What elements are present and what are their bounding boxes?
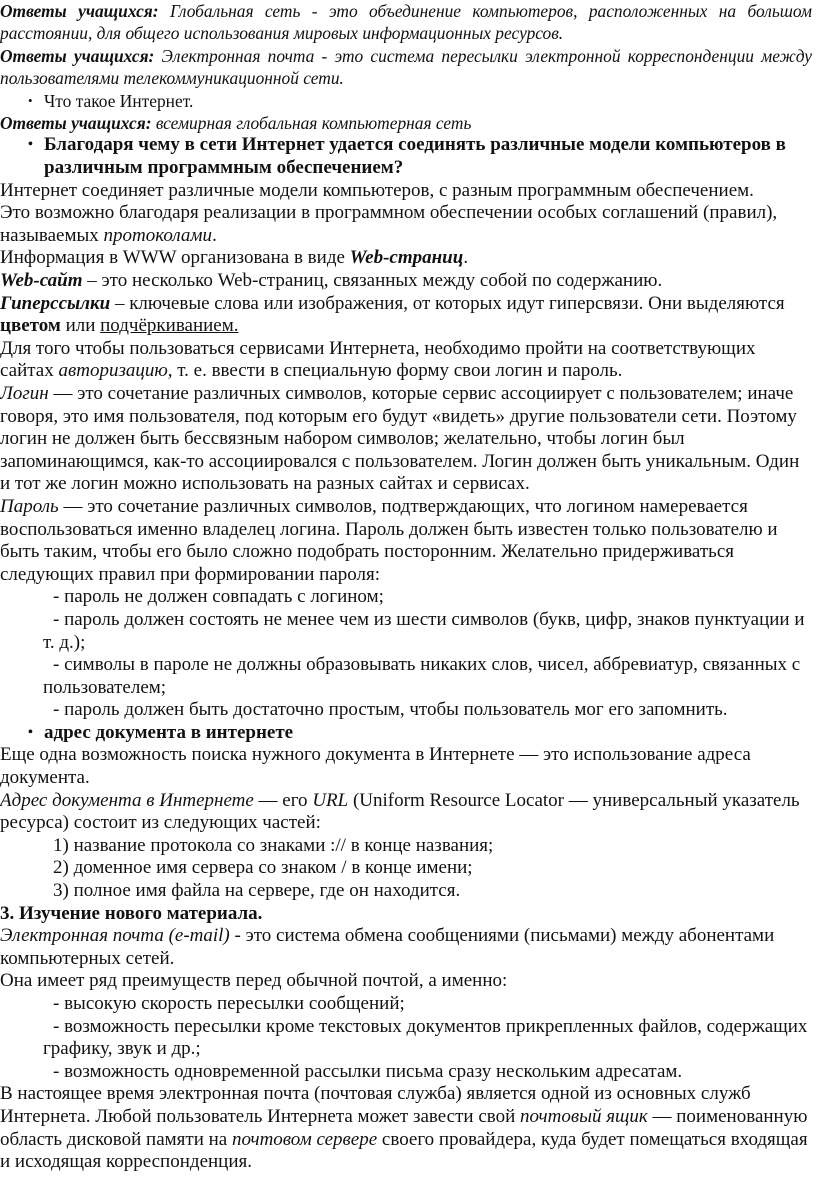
url-part: 2) доменное имя сервера со знаком / в конце имени; <box>53 857 473 879</box>
term-underline: подчёркиванием. <box>100 315 239 337</box>
bullet-text: Благодаря чему в сети Интернет удается соединять различные модели компьютеров в различным программным обеспечением? <box>44 134 786 179</box>
student-answer-email <box>0 45 812 90</box>
text-span: — его <box>253 789 313 811</box>
paragraph-password <box>0 496 812 586</box>
term-hyperlinks: Гиперссылки <box>0 292 111 314</box>
paragraph-email-advantages: Она имеет ряд преимуществ перед обычной почтой, а именно: <box>0 970 508 992</box>
paragraph-www-pages <box>0 247 812 270</box>
paragraph-login <box>0 383 812 496</box>
text-span: Информация в WWW организована в виде <box>0 247 350 269</box>
term-login: Логин <box>0 382 49 404</box>
text-span: или <box>60 315 101 337</box>
text-span: — поименованную область дисковой памяти на <box>0 1105 808 1150</box>
answer-text: всемирная глобальная компьютерная сеть <box>151 113 472 134</box>
paragraph-authorization <box>0 338 812 383</box>
text-span: – это несколько Web-страниц, связанных между собой по содержанию. <box>82 270 663 291</box>
text-span: — это сочетание различных символов, которые сервис ассоциирует с пользователем; иначе говоря, это имя пользователя, под которым его будут «видеть» другие пользователи сети. Поэтому логин не должен быть бессвязным набором символов; желательно, чтобы логин был запоминающимся, как-то ассоциировался с пользователем. Логин должен быть уникальным. Один и тот же логин можно использовать на разных сайтах и сервисах. <box>0 382 800 495</box>
text-span: — это сочетание различных символов, подтверждающих, что логином намеревается воспользоваться именно владелец логина. Пароль должен быть известен только пользователю и быть таким, чтобы его было сложно подобрать посторонним. Желательно придерживаться следующих правил при формировании пароля: <box>0 495 778 585</box>
bullet-what-is-internet <box>0 90 812 112</box>
text-span: своего провайдера, куда будет помещаться входящая и исходящая корреспонденция. <box>0 1128 808 1173</box>
paragraph-url <box>0 790 812 835</box>
url-part: 1) название протокола со знаками :// в конце названия; <box>53 834 494 856</box>
term-protocols: протоколами <box>103 224 213 246</box>
answer-lead: Ответы учащихся: <box>0 45 155 66</box>
paragraph-internet-connects: Интернет соединяет различные модели компьютеров, с разным программным обеспечением. <box>0 179 754 201</box>
term-web-site: Web-сайт <box>0 270 83 291</box>
advantage-item: - возможность одновременной рассылки письма сразу нескольким адресатам. <box>53 1060 683 1082</box>
text-span: Для того чтобы пользоваться сервисами Интернета, необходимо пройти на соответствующих сайтах <box>0 337 756 382</box>
term-document-address: Адрес документа в Интернете <box>0 789 254 811</box>
answer-text: Глобальная сеть - это объединение компьютеров, расположенных на большом расстоянии, для общего использования мировых информационных ресурсов. <box>0 1 813 44</box>
password-rule: - пароль не должен совпадать с логином; <box>53 586 384 608</box>
term-url: URL <box>312 789 349 811</box>
term-color: цветом <box>0 315 61 337</box>
answer-text: Электронная почта - это система пересылки электронной корреспонденции между пользователями телекоммуникационной сети. <box>0 45 812 89</box>
text-span: , т. е. ввести в специальную форму свои логин и пароль. <box>167 360 623 382</box>
advantage-item: - возможность пересылки кроме текстовых документов прикрепленных файлов, содержащих графику, звук и др.; <box>43 1015 808 1060</box>
student-answer-internet <box>0 112 812 134</box>
password-rule: - символы в пароле не должны образовывать никаких слов, чисел, аббревиатур, связанных с пользователем; <box>43 654 801 698</box>
term-password: Пароль <box>0 495 59 517</box>
term-authorization: авторизацию <box>58 360 168 382</box>
answer-lead: Ответы учащихся: <box>0 113 152 134</box>
paragraph-address-search: Еще одна возможность поиска нужного документа в Интернете — это использование адреса документа. <box>0 744 751 789</box>
paragraph-protocols <box>0 202 812 247</box>
section-heading: 3. Изучение нового материала. <box>0 902 263 924</box>
answer-lead: Ответы учащихся: <box>0 1 159 21</box>
paragraph-email-definition <box>0 925 812 970</box>
text-span: . <box>212 224 217 246</box>
bullet-icon: • <box>28 137 33 153</box>
bullet-document-address <box>0 722 812 745</box>
paragraph-web-site <box>0 270 812 293</box>
term-email: Электронная почта (e-mail) <box>0 925 230 947</box>
student-answer-global-network <box>0 0 812 45</box>
text-span: Это возможно благодаря реализации в программном обеспечении особых соглашений (правил), называемых <box>0 202 778 246</box>
password-rule: - пароль должен быть достаточно простым, чтобы пользователь мог его запомнить. <box>53 699 728 721</box>
bullet-icon: • <box>28 724 33 740</box>
text-span: В настоящее время электронная почта (почтовая служба) является одной из основных служб Интернета. Любой пользователь Интернета может завести свой <box>0 1083 751 1127</box>
bullet-question-compatibility <box>0 134 812 179</box>
term-web-pages: Web-страниц <box>349 247 464 269</box>
text-span: . <box>463 247 469 269</box>
term-mailbox: почтовый ящик <box>520 1105 648 1127</box>
text-span: - это система обмена сообщениями (письмами) между абонентами компьютерных сетей. <box>0 925 775 969</box>
paragraph-hyperlinks <box>0 293 812 338</box>
password-rule: - пароль должен состоять не менее чем из шести символов (букв, цифр, знаков пунктуации и т. д.); <box>43 608 805 653</box>
bullet-icon: • <box>28 92 33 108</box>
bullet-text: адрес документа в интернете <box>44 721 294 743</box>
url-part: 3) полное имя файла на сервере, где он находится. <box>53 880 461 902</box>
text-span: – ключевые слова или изображения, от которых идут гиперсвязи. Они выделяются <box>110 292 785 314</box>
term-mail-server: почтовом сервере <box>232 1128 378 1150</box>
text-span: (Uniform Resource Locator — универсальный указатель ресурса) состоит из следующих частей: <box>0 789 800 834</box>
advantage-item: - высокую скорость пересылки сообщений; <box>53 993 405 1014</box>
bullet-text: Что такое Интернет. <box>44 90 194 111</box>
paragraph-mailbox <box>0 1083 812 1173</box>
